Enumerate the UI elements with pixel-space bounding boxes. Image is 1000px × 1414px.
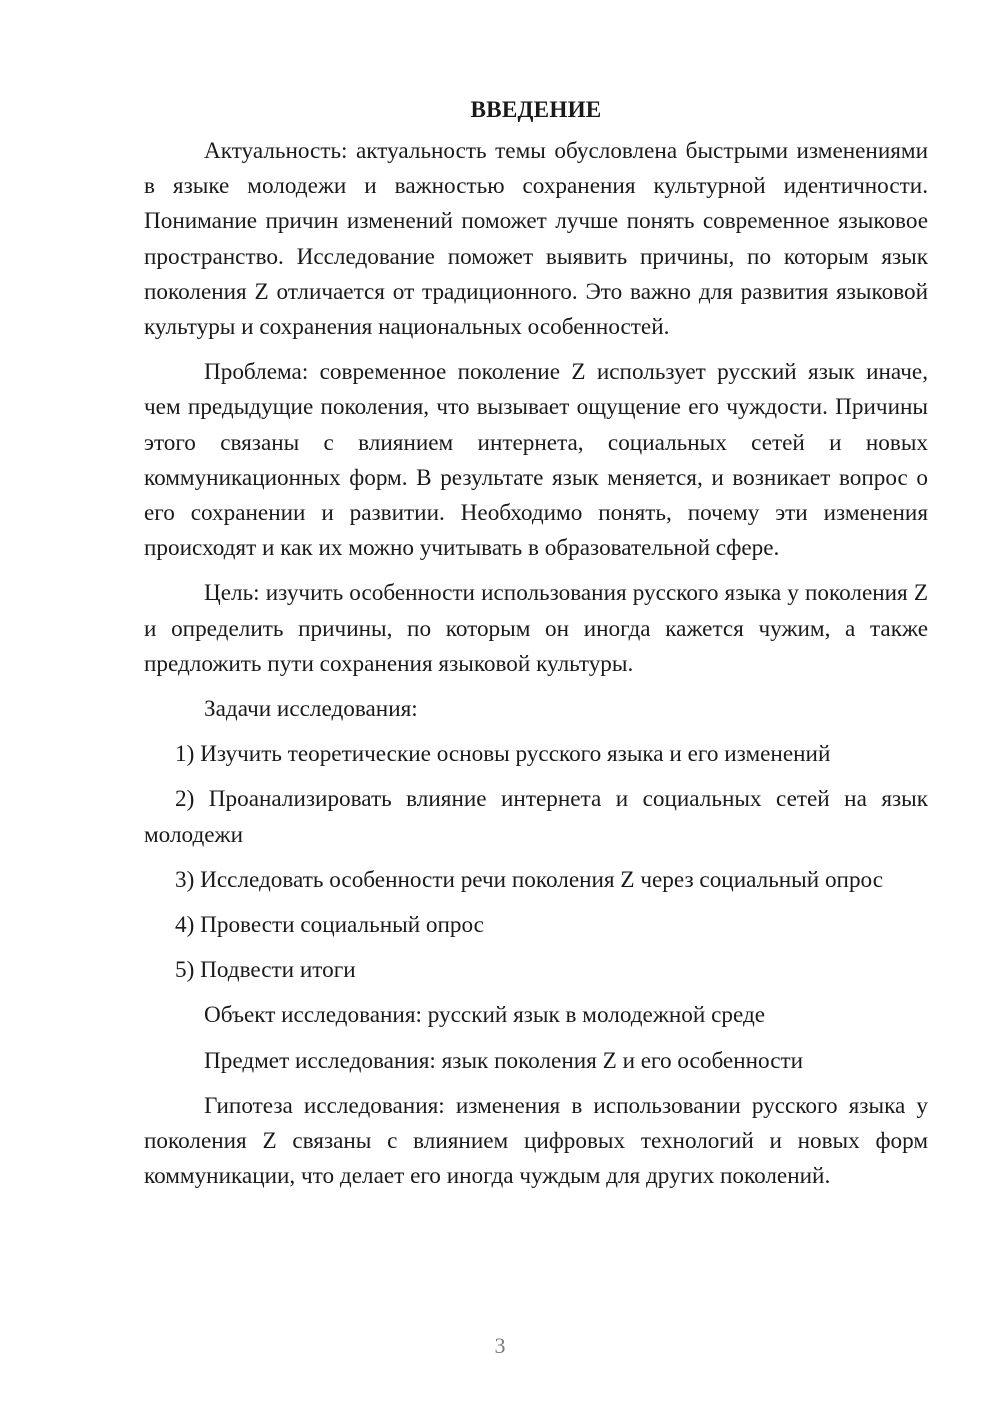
task-item-4: 4) Провести социальный опрос [175, 912, 484, 939]
task-item-5: 5) Подвести итоги [175, 957, 356, 984]
task-item-2: 2) Проанализировать влияние интернета и социальных сетей на язык молодежи [144, 786, 928, 848]
tasks-list [144, 737, 928, 988]
page-number: 3 [494, 1333, 506, 1358]
research-hypothesis: Гипотеза исследования: изменения в использовании русского языка у поколения Z связаны с влиянием цифровых технологий и новых форм коммуникации, что делает его иногда чуждым для других поколений. [144, 1092, 928, 1190]
research-object: Объект исследования: русский язык в молодежной среде [204, 1002, 766, 1029]
research-subject: Предмет исследования: язык поколения Z и его особенности [204, 1047, 804, 1074]
page-body [144, 92, 928, 1204]
problem-paragraph: Проблема: современное поколение Z использует русский язык иначе, чем предыдущие поколения, что вызывает ощущение его чуждости. Причины этого связаны с влиянием интернета, социальных сетей и новых коммуникационных форм. В результате язык меняется, и возникает вопрос о его сохранении и развитии. Необходимо понять, почему эти изменения происходят и как их можно учитывать в образовательной сфере. [144, 359, 928, 562]
goal-paragraph: Цель: изучить особенности использования русского языка у поколения Z и определить причины, по которым он иногда кажется чужим, а также предложить пути сохранения языковой культуры. [144, 580, 928, 677]
tasks-heading: Задачи исследования: [204, 696, 418, 723]
task-item-3: 3) Исследовать особенности речи поколения Z через социальный опрос [175, 866, 884, 893]
task-item-1: 1) Изучить теоретические основы русского языка и его изменений [175, 741, 831, 768]
relevance-paragraph: Актуальность: актуальность темы обусловлена быстрыми изменениями в языке молодежи и важностью сохранения культурной идентичности. Понимание причин изменений поможет лучше понять современное языковое пространство. Исследование поможет выявить причины, по которым язык поколения Z отличается от традиционного. Это важно для развития языковой культуры и сохранения национальных особенностей. [144, 138, 928, 341]
section-title: ВВЕДЕНИЕ [470, 97, 602, 123]
